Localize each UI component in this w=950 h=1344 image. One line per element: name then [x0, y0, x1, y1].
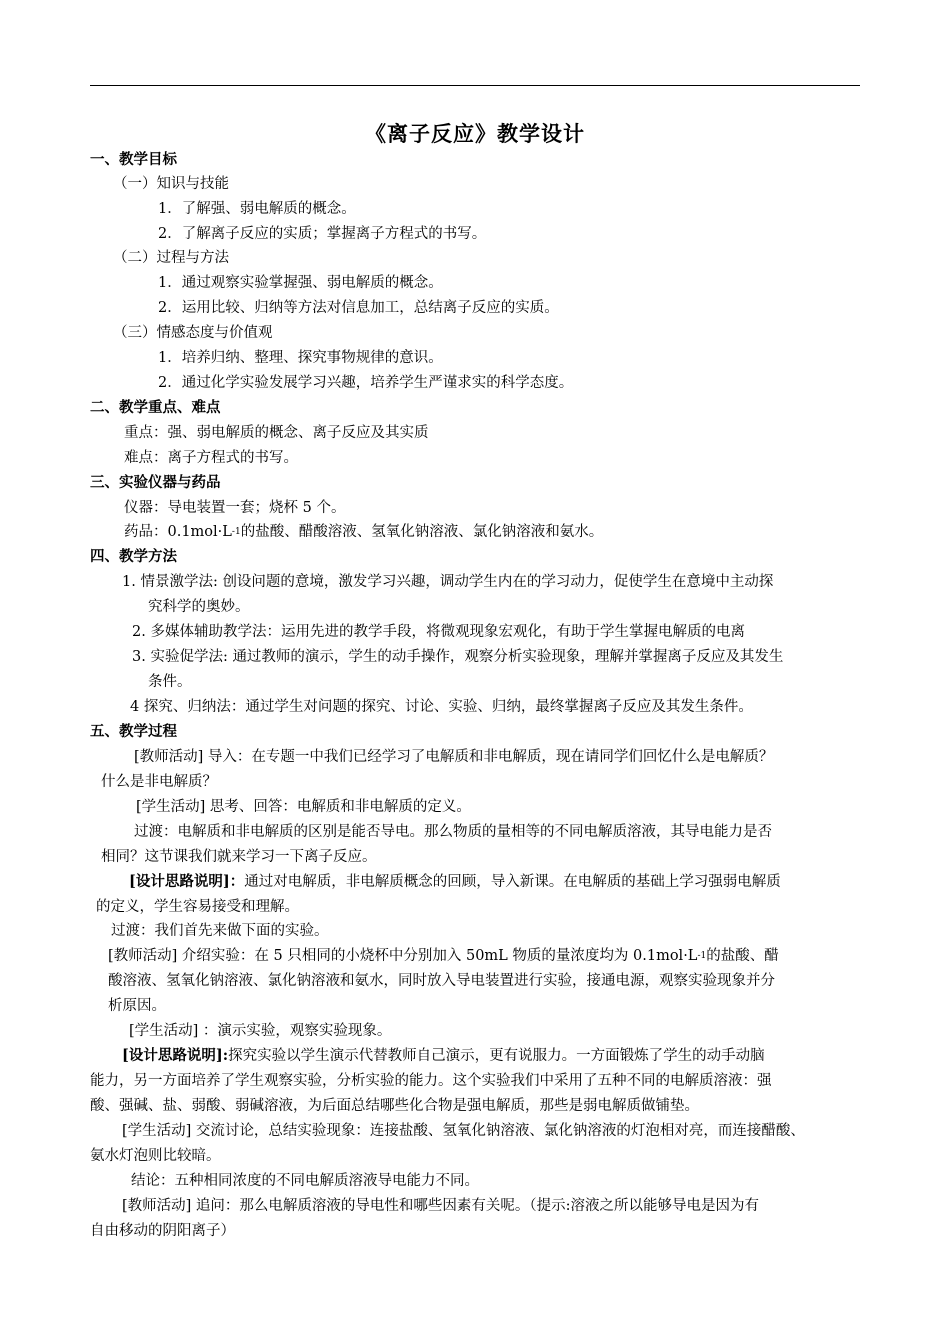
subheading-attitude: （三）情感态度与价值观 — [113, 325, 273, 341]
list-item: 2．运用比较、归纳等方法对信息加工，总结离子反应的实质。 — [158, 300, 559, 316]
paragraph-line: 酸溶液、氢氧化钠溶液、氯化钠溶液和氨水，同时放入导电装置进行实验，接通电源，观察实验现象并分 — [108, 973, 775, 989]
chemicals-text: 药品：$0.1mol\cdot L^{-1}$的盐酸、醋酸溶液、氢氧化钠溶液、氯化钠溶液和氨水。 — [124, 524, 604, 540]
paragraph-line: [教师活动] 追问：那么电解质溶液的导电性和哪些因素有关呢。（提示:溶液之所以能够导电是因为有 — [122, 1198, 760, 1214]
paragraph-line: [学生活动] ：演示实验，观察实验现象。 — [129, 1023, 392, 1039]
paragraph-line: [学生活动] 思考、回答：电解质和非电解质的定义。 — [136, 799, 471, 815]
method-item: 1. 情景激学法: 创设问题的意境，激发学习兴趣，调动学生内在的学习动力，促使学生在意境中主动探 — [122, 574, 774, 590]
paragraph-line: 氨水灯泡则比较暗。 — [90, 1148, 221, 1164]
header-rule — [90, 85, 860, 86]
method-item-continued: 究科学的奥妙。 — [148, 599, 250, 615]
subheading-process: （二）过程与方法 — [113, 250, 229, 266]
paragraph-line: 过渡：电解质和非电解质的区别是能否导电。那么物质的量相等的不同电解质溶液，其导电能力是否 — [134, 824, 772, 840]
paragraph-line: 析原因。 — [108, 998, 166, 1014]
list-item: 1．了解强、弱电解质的概念。 — [158, 201, 356, 217]
method-item: 4 探究、归纳法：通过学生对问题的探究、讨论、实验、归纳，最终掌握离子反应及其发生条件。 — [130, 699, 753, 715]
section-heading-objectives: 一、教学目标 — [90, 151, 177, 168]
method-item-continued: 条件。 — [148, 674, 192, 690]
instruments-text: 仪器：导电装置一套；烧杯 5 个。 — [124, 500, 346, 516]
design-note: [设计思路说明]:探究实验以学生演示代替教师自己演示，更有说服力。一方面锻炼了学生的动手动脑 — [122, 1047, 765, 1064]
paragraph-line: 过渡：我们首先来做下面的实验。 — [111, 923, 329, 939]
subheading-knowledge: （一）知识与技能 — [113, 176, 229, 192]
list-item: 2．了解离子反应的实质；掌握离子方程式的书写。 — [158, 226, 487, 242]
design-note: [设计思路说明]：通过对电解质，非电解质概念的回顾，导入新课。在电解质的基础上学习强弱电解质 — [129, 873, 781, 890]
paragraph-line: 酸、强碱、盐、弱酸、弱碱溶液，为后面总结哪些化合物是强电解质，那些是弱电解质做铺垫。 — [90, 1098, 699, 1114]
list-item: 2．通过化学实验发展学习兴趣，培养学生严谨求实的科学态度。 — [158, 375, 574, 391]
paragraph-line: 自由移动的阴阳离子） — [90, 1223, 235, 1239]
document-title: 《离子反应》教学设计 — [365, 121, 585, 146]
list-item: 1．培养归纳、整理、探究事物规律的意识。 — [158, 350, 443, 366]
paragraph-line: [教师活动] 介绍实验：在 5 只相同的小烧杯中分别加入 50mL 物质的量浓度均为 $0.1mol\cdot L^{-1}$的盐酸、醋 — [108, 948, 779, 964]
paragraph-line: 的定义，学生容易接受和理解。 — [96, 899, 299, 915]
paragraph-line: [教师活动] 导入：在专题一中我们已经学习了电解质和非电解质，现在请同学们回忆什么是电解质？ — [134, 749, 774, 765]
paragraph-line: 什么是非电解质？ — [101, 774, 217, 790]
section-heading-process: 五、教学过程 — [90, 723, 177, 740]
section-heading-methods: 四、教学方法 — [90, 548, 177, 565]
paragraph-line: 能力，另一方面培养了学生观察实验，分析实验的能力。这个实验我们中采用了五种不同的电解质溶液：强 — [90, 1073, 772, 1089]
key-point-text: 重点：强、弱电解质的概念、离子反应及其实质 — [124, 425, 429, 441]
method-item: 3. 实验促学法: 通过教师的演示，学生的动手操作，观察分析实验现象，理解并掌握离子反应及其发生 — [132, 649, 784, 665]
section-heading-key-points: 二、教学重点、难点 — [90, 399, 221, 416]
paragraph-line: 相同？这节课我们就来学习一下离子反应。 — [101, 849, 377, 865]
section-heading-materials: 三、实验仪器与药品 — [90, 474, 221, 491]
list-item: 1．通过观察实验掌握强、弱电解质的概念。 — [158, 275, 443, 291]
difficult-point-text: 难点：离子方程式的书写。 — [124, 450, 298, 466]
paragraph-line: [学生活动] 交流讨论，总结实验现象：连接盐酸、氢氧化钠溶液、氯化钠溶液的灯泡相对亮，而连接醋酸、 — [122, 1123, 805, 1139]
method-item: 2. 多媒体辅助教学法：运用先进的教学手段，将微观现象宏观化，有助于学生掌握电解质的电离 — [132, 624, 745, 640]
paragraph-line: 结论：五种相同浓度的不同电解质溶液导电能力不同。 — [131, 1173, 479, 1189]
